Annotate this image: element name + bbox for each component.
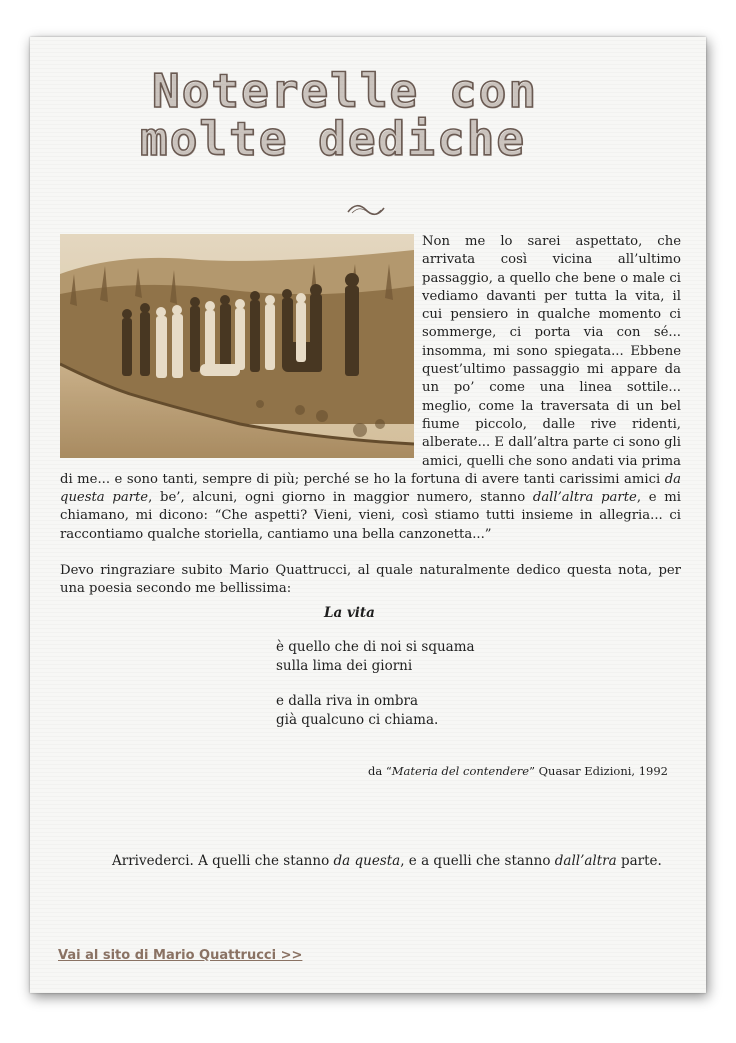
- poem-line: è quello che di noi si squama: [276, 639, 475, 655]
- mario-quattrucci-site-link[interactable]: Vai al sito di Mario Quattrucci >>: [58, 948, 303, 963]
- title-line-1: Noterelle con: [152, 64, 539, 118]
- intro-emphasis-2: dall’altra parte: [532, 490, 637, 506]
- poem-stanza-2: [276, 692, 475, 729]
- farewell-emphasis-1: da questa: [333, 853, 401, 869]
- farewell-text-c: parte.: [616, 853, 662, 869]
- intro-text-c: , e mi chiamano, mi dicono: “Che aspetti? Vieni, vieni, così stiamo tutti insieme in allegria... ci raccontiamo qualche storiella, cantiamo una bella canzonetta...”: [60, 490, 682, 542]
- poem-line: già qualcuno ci chiama.: [276, 711, 439, 728]
- intro-text-a: Non me lo sarei aspettato, che arrivata così vicina all’ultimo passaggio, a quello che bene o male ci vediamo davanti per tutta la vita, il cui pensiero in qualche momento ci sommerge, ci porta via con sé... insomma, mi sono spiegata... Ebbene quest’ultimo passaggio mi appare da un po’ come una linea sottile... meglio, come la traversata di un bel fiume piccolo, dalle rive ridenti, alberate... E dall’altra parte ci sono gli amici, quelli che sono andati via prima di me... e sono tanti, sempre di più; perché se ho la fortuna di avere tanti carissimi amici: [60, 234, 681, 487]
- poem-stanza-1: [276, 638, 475, 675]
- intro-text-b: , be’, alcuni, ogni giorno in maggior numero, stanno: [148, 490, 533, 506]
- farewell-line: [112, 853, 662, 869]
- tilde-flourish-icon: [346, 203, 386, 217]
- article-body: [60, 233, 681, 599]
- title-line-2: molte dediche: [140, 112, 527, 166]
- poem-source: [368, 764, 668, 778]
- poem-line: e dalla riva in ombra: [276, 693, 419, 709]
- paper-sheet: [30, 37, 706, 993]
- source-book: Materia del contendere: [391, 764, 530, 778]
- source-prefix: da “: [368, 764, 392, 778]
- farewell-emphasis-2: dall’altra: [554, 853, 617, 869]
- vintage-group-photo: [60, 234, 414, 458]
- poem-line: sulla lima dei giorni: [276, 657, 413, 674]
- farewell-text-a: Arrivederci. A quelli che stanno: [112, 853, 334, 869]
- intro-emphasis-1: da questa parte: [60, 471, 681, 506]
- poem: [276, 638, 475, 746]
- poem-title: La vita: [324, 605, 375, 621]
- farewell-text-b: , e a quelli che stanno: [400, 853, 555, 869]
- page-title: [140, 64, 539, 166]
- thanks-paragraph: Devo ringraziare subito Mario Quattrucci, al quale naturalmente dedico questa nota, per una poesia secondo me bellissima:: [60, 563, 681, 597]
- source-suffix: ” Quasar Edizioni, 1992: [529, 764, 668, 778]
